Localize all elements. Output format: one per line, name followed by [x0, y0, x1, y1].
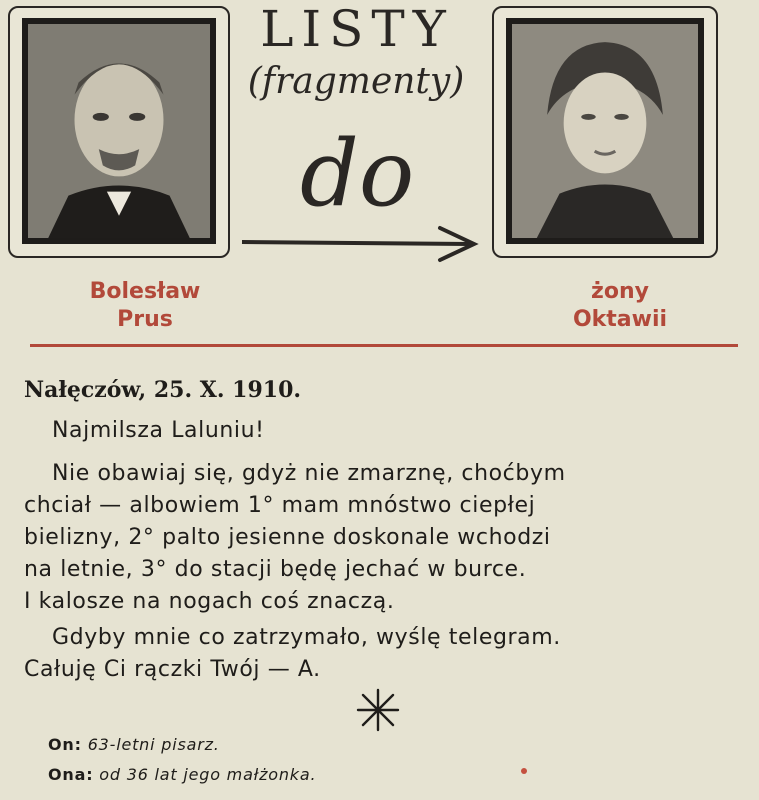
paragraph-line: Całuję Ci rączki Twój — A. — [24, 657, 321, 682]
author-name — [60, 278, 230, 334]
paragraph-line: Gdyby mnie co zatrzymało, wyślę telegram. — [52, 625, 561, 650]
asterisk-ornament-icon — [356, 688, 400, 732]
author-last-name: Prus — [117, 307, 173, 332]
recipient-relation: żony — [591, 279, 649, 304]
article-title: LISTY — [260, 0, 454, 58]
letter-place-date: Nałęczów, 25. X. 1910. — [24, 377, 302, 403]
note-on-text: 63-letni pisarz. — [87, 735, 220, 754]
paragraph-line: chciał — albowiem 1° mam mnóstwo ciepłej — [24, 493, 536, 518]
portrait-photo-oktawia — [506, 18, 704, 244]
portrait-frame-prus — [8, 6, 230, 258]
note-on — [48, 735, 220, 754]
letter-greeting: Najmilsza Laluniu! — [52, 418, 265, 443]
arrow-right-icon — [240, 220, 480, 270]
note-ona-text: od 36 lat jego małżonka. — [99, 765, 317, 784]
portrait-photo-prus — [22, 18, 216, 244]
paragraph-line: bielizny, 2° palto jesienne doskonale wchodzi — [24, 525, 551, 550]
letter-paragraph-1 — [24, 458, 732, 618]
divider-rule — [30, 344, 738, 347]
paragraph-line: na letnie, 3° do stacji będę jechać w burce. — [24, 557, 527, 582]
note-on-label: On: — [48, 735, 82, 754]
article-subtitle: (fragmenty) — [247, 61, 465, 102]
author-first-name: Bolesław — [89, 279, 201, 304]
recipient-name — [540, 278, 700, 334]
portrait-frame-oktawia — [492, 6, 718, 258]
letter-paragraph-2 — [24, 622, 561, 686]
connector-word: do — [300, 120, 415, 227]
note-ona-label: Ona: — [48, 765, 94, 784]
note-ona — [48, 765, 316, 784]
paragraph-line: I kalosze na nogach coś znaczą. — [24, 589, 395, 614]
paragraph-line: Nie obawiaj się, gdyż nie zmarznę, choćbym — [52, 461, 566, 486]
print-mark — [521, 768, 527, 774]
recipient-first-name: Oktawii — [572, 307, 668, 332]
